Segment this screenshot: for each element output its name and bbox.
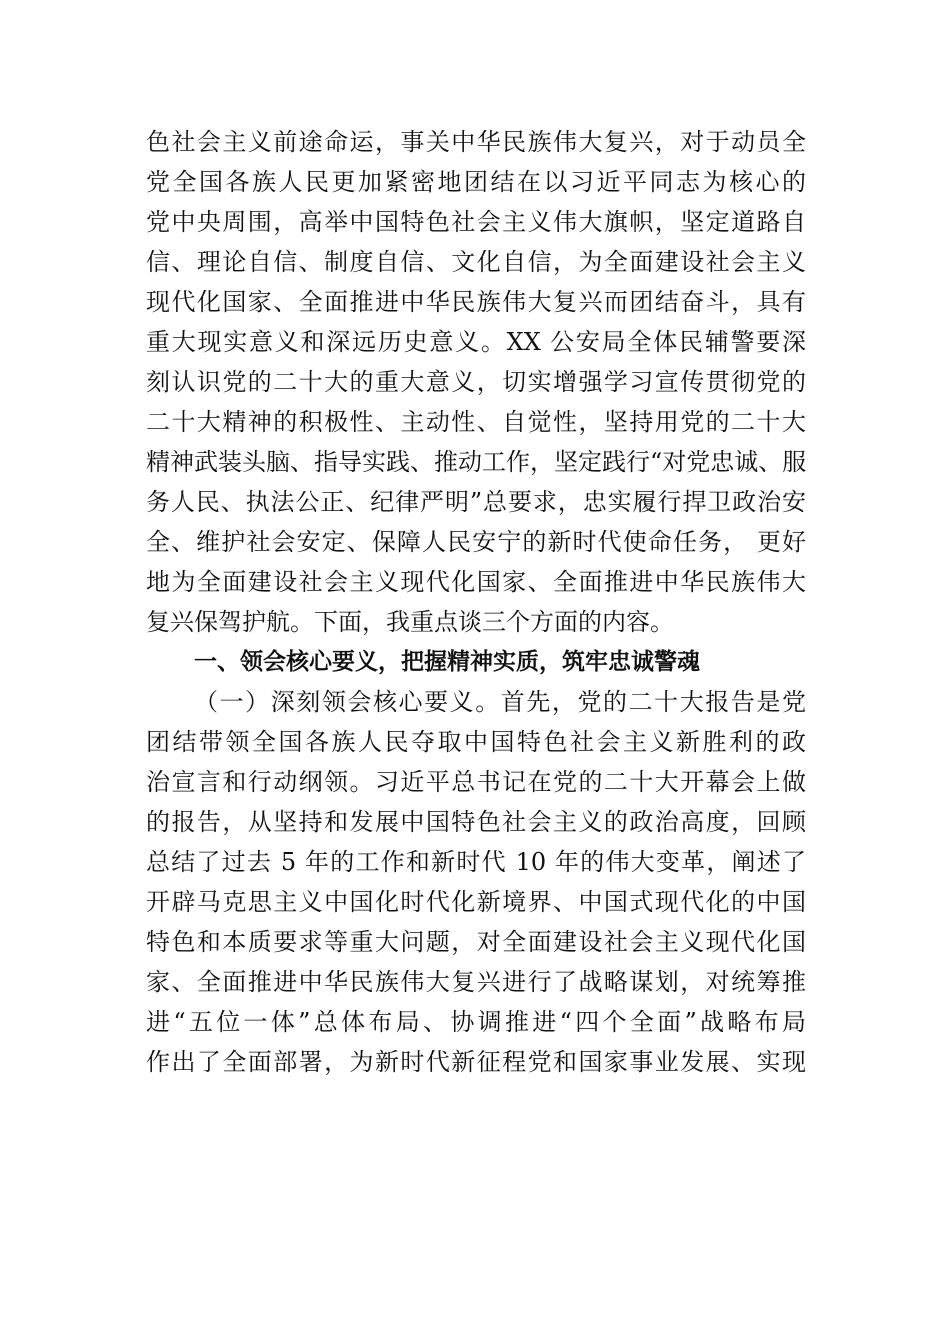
paragraph-1-line-4: 信、理论自信、制度自信、文化自信，为全面建设社会主义 [146, 248, 806, 276]
paragraph-1-line-10: 务人民、执法公正、纪律严明”总要求，忠实履行捍卫政治安 [146, 488, 806, 516]
paragraph-1-line-12: 地为全面建设社会主义现代化国家、全面推进中华民族伟大 [146, 568, 806, 596]
paragraph-2-line-10: 作出了全面部署，为新时代新征程党和国家事业发展、实现 [146, 1048, 806, 1076]
paragraph-1-line-9: 精神武装头脑、指导实践、推动工作，坚定践行“对党忠诚、服 [146, 448, 806, 476]
paragraph-1-line-7: 刻认识党的二十大的重大意义，切实增强学习宣传贯彻党的 [146, 368, 806, 396]
paragraph-1-line-3: 党中央周围，高举中国特色社会主义伟大旗帜，坚定道路自 [146, 208, 806, 236]
document-body [146, 122, 806, 1082]
paragraph-2-line-9: 进“五位一体”总体布局、协调推进“四个全面”战略布局 [146, 1008, 806, 1036]
paragraph-2-line-6: 开辟马克思主义中国化时代化新境界、中国式现代化的中国 [146, 888, 806, 916]
paragraph-1-line-11: 全、维护社会安定、保障人民安宁的新时代使命任务， 更好 [146, 528, 806, 556]
paragraph-2-line-8: 家、全面推进中华民族伟大复兴进行了战略谋划，对统筹推 [146, 968, 806, 996]
paragraph-2-line-7: 特色和本质要求等重大问题，对全面建设社会主义现代化国 [146, 928, 806, 956]
paragraph-1-line-2: 党全国各族人民更加紧密地团结在以习近平同志为核心的 [146, 168, 806, 196]
paragraph-1-line-13: 复兴保驾护航。下面，我重点谈三个方面的内容。 [146, 608, 674, 636]
paragraph-1-line-6: 重大现实意义和深远历史意义。XX 公安局全体民辅警要深 [146, 328, 806, 356]
paragraph-2-line-1: （一）深刻领会核心要义。首先，党的二十大报告是党 [194, 688, 806, 716]
paragraph-2-line-5: 总结了过去 5 年的工作和新时代 10 年的伟大变革，阐述了 [146, 848, 806, 876]
paragraph-1-line-8: 二十大精神的积极性、主动性、自觉性，坚持用党的二十大 [146, 408, 806, 436]
paragraph-2-line-3: 治宣言和行动纲领。习近平总书记在党的二十大开幕会上做 [146, 768, 806, 796]
paragraph-1-line-5: 现代化国家、全面推进中华民族伟大复兴而团结奋斗，具有 [146, 288, 806, 316]
paragraph-1-line-1: 色社会主义前途命运，事关中华民族伟大复兴，对于动员全 [146, 128, 806, 156]
section-heading-1: 一、领会核心要义，把握精神实质，筑牢忠诚警魂 [194, 649, 700, 675]
paragraph-2-line-2: 团结带领全国各族人民夺取中国特色社会主义新胜利的政 [146, 728, 806, 756]
paragraph-2-line-4: 的报告，从坚持和发展中国特色社会主义的政治高度，回顾 [146, 808, 806, 836]
